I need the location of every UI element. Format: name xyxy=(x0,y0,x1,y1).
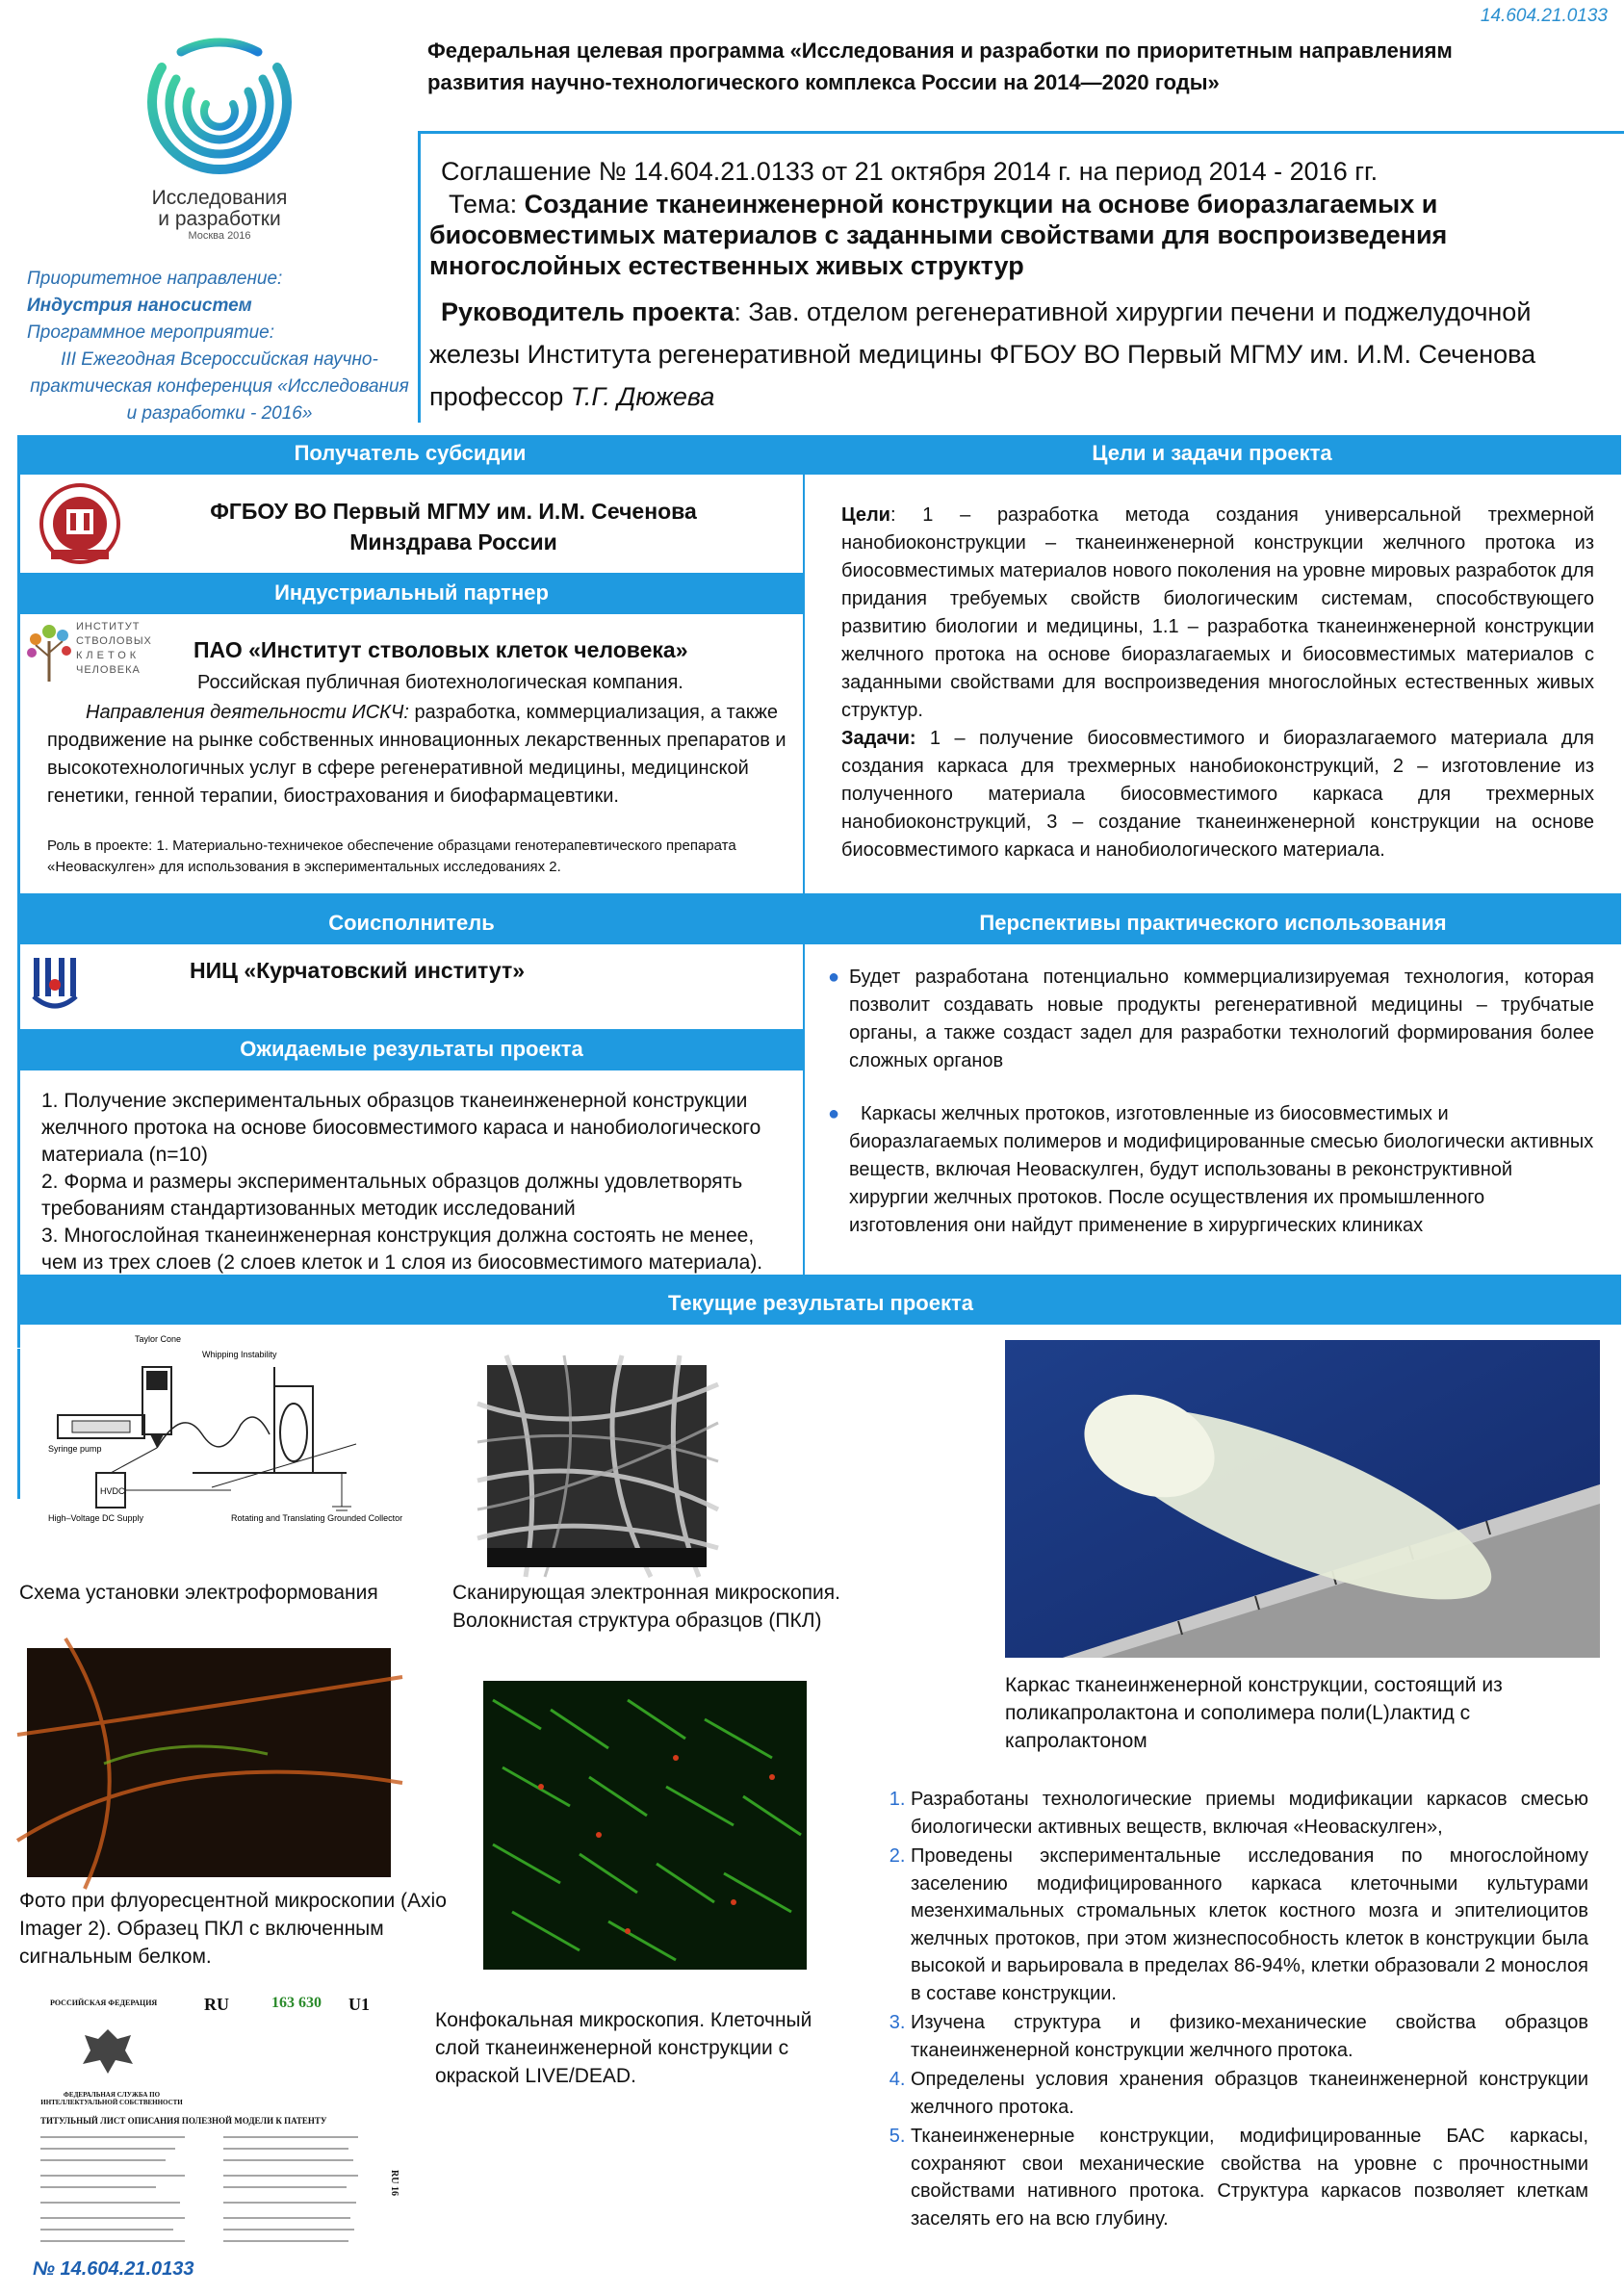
label-whip: Whipping Instability xyxy=(202,1350,277,1359)
kurchatov-logo-icon xyxy=(32,956,78,1019)
current-result-1: 1. Разработаны технологические приемы модификации каркасов смесью биологически активных веществ, включая «Неоваскулген», xyxy=(911,1786,1588,1841)
priority-label: Приоритетное направление: xyxy=(27,269,283,289)
recipient-panel xyxy=(20,475,803,573)
patent-title: ТИТУЛЬНЫЙ ЛИСТ ОПИСАНИЯ ПОЛЕЗНОЙ МОДЕЛИ К ПАТЕНТУ xyxy=(40,2116,327,2126)
header-partner: Индустриальный партнер xyxy=(20,575,803,611)
logo-text-1: Исследования xyxy=(151,187,288,209)
label-hvdc: HVDC xyxy=(100,1486,125,1496)
goals-body: : 1 – разработка метода создания универсальной трехмерной нанобиоконструкции – тканеинженерной конструкции желчного протока из биосовместимых материалов нового поколения на уровне мировых разработок для придания требуемых свойств биологическим системам, способствующего развитию биологии и медицины, 1.1 – разработка тканеинженерной конструкции желчного протока на основе биоразлагаемых и биосовместимых материалов с заданными свойствами для воспроизведения многослойных естественных живых структур. xyxy=(841,504,1594,721)
left-info xyxy=(27,266,412,427)
prospect-text-2: Каркасы желчных протоков, изготовленные из биосовместимых и биоразлагаемых полимеров и модифицированные смесью биологически активных веществ, включая Неоваскулген, будут использованы в реконструктивной хирургии желчных протоков. После осуществления их промышленного изготовления они найдут применение в хирургических клиниках xyxy=(849,1103,1594,1236)
patent-kind: U1 xyxy=(348,1995,370,2014)
event-label: Программное мероприятие: xyxy=(27,322,275,343)
tasks-text xyxy=(841,725,1594,864)
program-logo xyxy=(123,39,316,260)
expected-item-3: 3. Многослойная тканеинженерная конструкция должна состоять не менее, чем из трех слоев (2 слоев клеток и 1 слоя из биосовместимого материала). xyxy=(41,1225,763,1274)
theme-value: Создание тканеинженерной конструкции на основе биоразлагаемых и биосовместимых материалов с заданными свойствами для воспроизведения многослойных естественных живых структур xyxy=(429,190,1448,280)
scaffold-photo xyxy=(1005,1340,1600,1658)
current-result-5: 5. Тканеинженерные конструкции, модифицированные БАС каркасы, сохраняют свои механические свойства на уровне с прочностными свойствами нативного протока. Структура каркасов позволяет клеткам заселять его на всю глубину. xyxy=(911,2123,1588,2232)
expected-panel xyxy=(20,1070,803,1275)
label-collector: Rotating and Translating Grounded Collector xyxy=(231,1513,403,1523)
electrospin-diagram xyxy=(39,1328,403,1550)
patent-ru: RU xyxy=(204,1995,229,2014)
header-prospects: Перспективы практического использования xyxy=(805,905,1621,941)
patent-text-lines xyxy=(40,2131,387,2252)
logo-text-2: и разработки xyxy=(158,208,281,230)
partner-name: ПАО «Институт стволовых клеток человека» xyxy=(193,637,688,662)
partner-activity-label: Направления деятельности ИСКЧ: xyxy=(86,702,409,723)
patent-number: 163 630 xyxy=(271,1995,322,2011)
priority-value: Индустрия наносистем xyxy=(27,296,252,316)
coexecutor-name: НИЦ «Курчатовский институт» xyxy=(190,958,526,983)
patent-document xyxy=(21,1987,406,2256)
current-result-3: 3. Изучена структура и физико-механические свойства образцов тканеинженерной конструкции желчного протока. xyxy=(911,2009,1588,2064)
tasks-label: Задачи: xyxy=(841,728,916,749)
head-name: Т.Г. Дюжева xyxy=(570,382,715,411)
coexecutor-panel xyxy=(20,944,803,1029)
caption-sem-line-2: Волокнистая структура образцов (ПКЛ) xyxy=(452,1610,822,1632)
label-pump: Syringe pump xyxy=(48,1444,102,1454)
head-label: Руководитель проекта xyxy=(441,297,735,326)
project-head xyxy=(429,291,1585,418)
prospect-item-2 xyxy=(828,1100,1594,1240)
partner-activity xyxy=(47,699,788,811)
partner-logo-line-1: ИНСТИТУТ xyxy=(76,621,141,632)
prospect-text-1: Будет разработана потенциально коммерциализируемая технология, которая позволит создавать новые продукты регенеративной медицины – трубчатые органы, а также создаст задел для разработки технологий формирования более сложных органов xyxy=(849,967,1594,1071)
current-result-4: 4. Определены условия хранения образцов тканеинженерной конструкции желчного протока. xyxy=(911,2066,1588,2121)
header-current: Текущие результаты проекта xyxy=(20,1285,1621,1322)
patent-country: РОССИЙСКАЯ ФЕДЕРАЦИЯ xyxy=(50,1998,158,2007)
recipient-name xyxy=(145,496,761,557)
agreement-block xyxy=(429,154,1585,418)
prospects-panel xyxy=(805,944,1621,1275)
expected-item-2: 2. Форма и размеры экспериментальных образцов должны удовлетворять требованиям стандартизованных методик исследований xyxy=(41,1171,743,1220)
recipient-line-1: ФГБОУ ВО Первый МГМУ им. И.М. Сеченова xyxy=(210,499,697,524)
head-text: : Зав. отделом регенеративной хирургии печени и поджелудочной железы Института регенеративной медицины ФГБОУ ВО Первый МГМУ им. И.М. Сеченова профессор xyxy=(429,297,1536,411)
caption-scaffold: Каркас тканеинженерной конструкции, состоящий из поликапролактона и сополимера поли(L)лактид с капролактоном xyxy=(1005,1674,1503,1752)
current-result-2: 2. Проведены экспериментальные исследования по многослойному заселению модифицированного каркаса клеточными культурами мезенхимальных стромальных клеток костного мозга и эпителиоцитов желчных протоков, при этом жизнеспособность клеток в конструкции была высокой и варьировала в пределах 86-94%, клетки образовали 2 монослоя в составе конструкции. xyxy=(911,1843,1588,2007)
program-title: Федеральная целевая программа «Исследования и разработки по приоритетным направлениям развития научно-технологического комплекса России на 2014—2020 годы» xyxy=(427,39,1453,94)
fluorescence-image xyxy=(27,1648,391,1877)
partner-panel xyxy=(20,614,803,893)
patent-side: RU 16 xyxy=(389,2170,400,2196)
doc-code: 14.604.21.0133 xyxy=(1480,6,1608,26)
header-recipient: Получатель субсидии xyxy=(17,435,803,472)
prospect-item-1 xyxy=(828,964,1594,1075)
partner-logo-line-3: КЛЕТОК xyxy=(76,650,141,661)
label-taylor: Taylor Cone xyxy=(135,1334,182,1344)
footer-number: № 14.604.21.0133 xyxy=(33,2258,194,2280)
caption-sem-line-1: Сканирующая электронная микроскопия. xyxy=(452,1582,840,1604)
caption-sem xyxy=(452,1579,895,1635)
university-emblem-icon xyxy=(32,480,128,567)
goals-text xyxy=(841,502,1594,725)
partner-logo xyxy=(24,618,168,685)
partner-logo-line-2: СТВОЛОВЫХ xyxy=(76,635,152,647)
sem-image xyxy=(487,1365,707,1567)
header-goals: Цели и задачи проекта xyxy=(803,435,1621,472)
bullet-icon: ● xyxy=(828,967,840,988)
partner-logo-line-4: ЧЕЛОВЕКА xyxy=(76,664,141,676)
event-value: III Ежегодная Всероссийская научно-практическая конференция «Исследования и разработки - 2016» xyxy=(30,349,409,424)
blue-left-edge xyxy=(17,1398,20,1499)
goals-panel xyxy=(805,475,1621,893)
header-expected: Ожидаемые результаты проекта xyxy=(20,1031,803,1068)
current-results xyxy=(876,1786,1588,2234)
confocal-image xyxy=(483,1681,807,1970)
partner-logo-text xyxy=(76,620,152,678)
theme xyxy=(429,189,1585,281)
program-logo-icon xyxy=(123,39,316,183)
tree-icon xyxy=(24,618,74,683)
recipient-line-2: Минздрава России xyxy=(349,529,557,554)
bullet-icon: ● xyxy=(828,1103,840,1124)
partner-role: Роль в проекте: 1. Материально-техничекое обеспечение образцами генотерапевтического препарата «Неоваскулген» для использования в экспериментальных исследованиях 2. xyxy=(47,838,736,875)
goals-label: Цели xyxy=(841,504,890,526)
partner-subtitle: Российская публичная биотехнологическая компания. xyxy=(197,672,683,693)
label-hv: High–Voltage DC Supply xyxy=(48,1513,144,1523)
logo-text-3: Москва 2016 xyxy=(188,230,251,242)
caption-electrospin: Схема установки электроформования xyxy=(19,1582,378,1604)
patent-service: ФЕДЕРАЛЬНАЯ СЛУЖБА ПО ИНТЕЛЛЕКТУАЛЬНОЙ СОБСТВЕННОСТИ xyxy=(40,2091,183,2106)
caption-fluorescence: Фото при флуоресцентной микроскопии (Axio Imager 2). Образец ПКЛ с включенным сигнальным белком. xyxy=(19,1890,447,1968)
expected-item-1: 1. Получение экспериментальных образцов тканеинженерной конструкции желчного протока на основе биосовместимого караса и нанобиологического материала (n=10) xyxy=(41,1090,761,1166)
agreement-line: Соглашение № 14.604.21.0133 от 21 октября 2014 г. на период 2014 - 2016 гг. xyxy=(441,157,1379,186)
tasks-body: 1 – получение биосовместимого и биоразлагаемого материала для создания каркаса для трехмерных нанобиоконструкций, 2 – изготовление из полученного материала биосовместимого каркаса для трехмерных нанобиоконструкций, 3 – создание тканеинженерной конструкции на основе биосовместимого каркаса и нанобиологического материала. xyxy=(841,728,1594,861)
caption-confocal: Конфокальная микроскопия. Клеточный слой тканеинженерной конструкции с окраской LIVE/DEAD. xyxy=(435,2009,812,2087)
partner-activity-text: разработка, коммерциализация, а также продвижение на рынке собственных инновационных лекарственных препаратов и высокотехнологичных услуг в сфере регенеративной медицины, медицинской генетики, генной терапии, биострахования и биофармацевтики. xyxy=(47,702,786,807)
eagle-emblem-icon xyxy=(79,2022,137,2079)
theme-label: Тема: xyxy=(449,190,525,219)
header-coexecutor: Соисполнитель xyxy=(20,905,803,941)
